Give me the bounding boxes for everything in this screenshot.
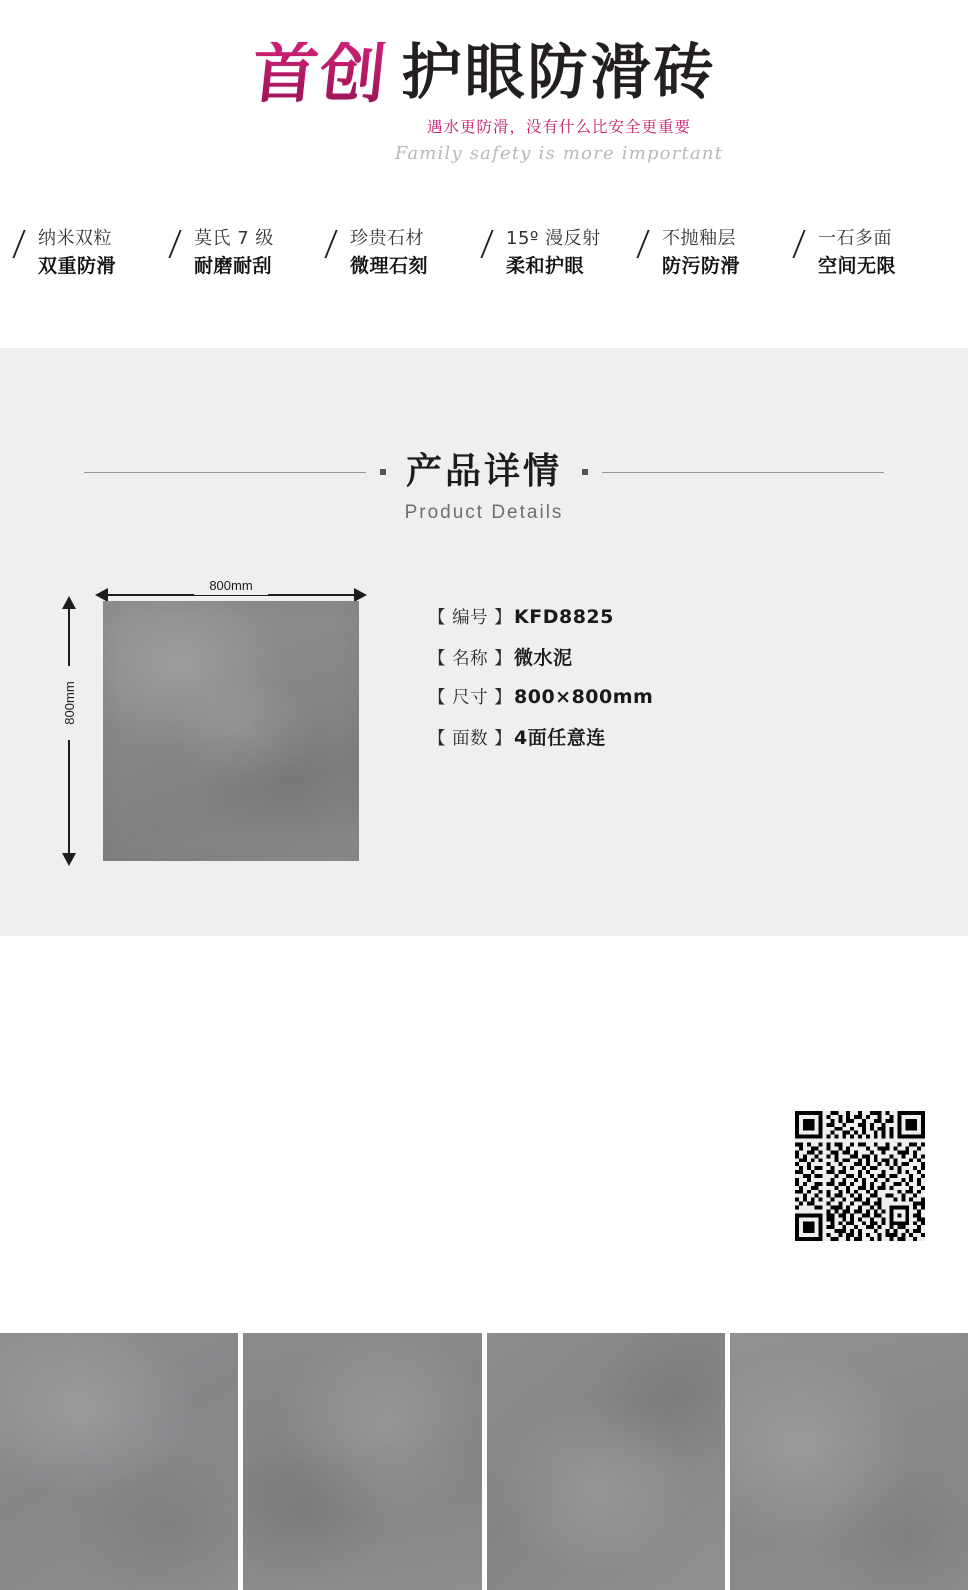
feature-top-label: 不抛釉层 [662, 228, 736, 249]
feature-bottom-label: 微理石刻 [350, 255, 429, 277]
spec-value: KFD8825 [514, 606, 614, 628]
spec-row [428, 723, 653, 750]
feature-item [486, 226, 642, 348]
square-bullet-icon [582, 469, 588, 475]
section-spacer [0, 348, 968, 454]
spec-key: 【 面数 】 [428, 729, 513, 749]
arrow-up-icon [62, 596, 76, 609]
page-title: 产品详情 [406, 451, 563, 492]
feature-bottom-label: 耐磨耐刮 [194, 255, 273, 277]
arrow-left-icon [95, 588, 108, 602]
tagline-english: Family safety is more important [394, 142, 724, 164]
tile-sample-3 [487, 1333, 725, 1590]
width-label: 800mm [194, 577, 268, 595]
spec-value: 4面任意连 [514, 727, 606, 749]
feature-list [0, 200, 968, 348]
feature-item [174, 226, 330, 348]
divider-right [602, 472, 884, 473]
tile-sample-4 [730, 1333, 968, 1590]
width-dimension [95, 578, 367, 603]
spec-row [428, 684, 653, 709]
feature-top-label: 珍贵石材 [350, 228, 424, 249]
feature-top-label: 15º 漫反射 [506, 228, 601, 249]
product-details-section [0, 348, 968, 936]
tile-sample-strip [0, 1333, 968, 1590]
hero-banner [0, 0, 968, 200]
feature-top-label: 纳米双粒 [38, 228, 112, 249]
section-subtitle: Product Details [404, 502, 564, 523]
feature-bottom-label: 防污防滑 [662, 255, 741, 277]
tile-sample-2 [243, 1333, 481, 1590]
feature-item [798, 226, 954, 348]
square-bullet-icon [380, 469, 386, 475]
spec-key: 【 名称 】 [428, 649, 513, 669]
feature-item [642, 226, 798, 348]
tagline-chinese: 遇水更防滑，没有什么比安全更重要 [426, 117, 691, 136]
spec-value: 微水泥 [514, 647, 573, 669]
spec-key: 【 尺寸 】 [428, 688, 513, 708]
spec-list [428, 604, 653, 764]
tile-sample-1 [0, 1333, 238, 1590]
feature-top-label: 一石多面 [818, 228, 892, 249]
spec-row [428, 643, 653, 670]
section-heading [0, 451, 968, 492]
brand-title: 护眼防滑砖 [401, 37, 717, 108]
height-label: 800mm [59, 666, 81, 740]
product-diagram-area [0, 576, 968, 936]
spec-key: 【 编号 】 [428, 608, 513, 628]
feature-item [18, 226, 174, 348]
arrow-down-icon [62, 853, 76, 866]
divider-left [84, 472, 366, 473]
spec-row [428, 604, 653, 629]
brand-mark: 首创 [247, 34, 392, 112]
spec-value: 800×800mm [514, 686, 654, 708]
feature-bottom-label: 双重防滑 [38, 255, 117, 277]
feature-bottom-label: 空间无限 [818, 255, 897, 277]
height-dimension [57, 596, 81, 866]
qr-code-icon [795, 1111, 925, 1241]
arrow-right-icon [354, 588, 367, 602]
feature-item [330, 226, 486, 348]
product-tile-image [103, 601, 359, 861]
brand-lockup [0, 0, 968, 112]
feature-top-label: 莫氏 7 级 [194, 228, 274, 249]
feature-bottom-label: 柔和护眼 [506, 255, 585, 277]
